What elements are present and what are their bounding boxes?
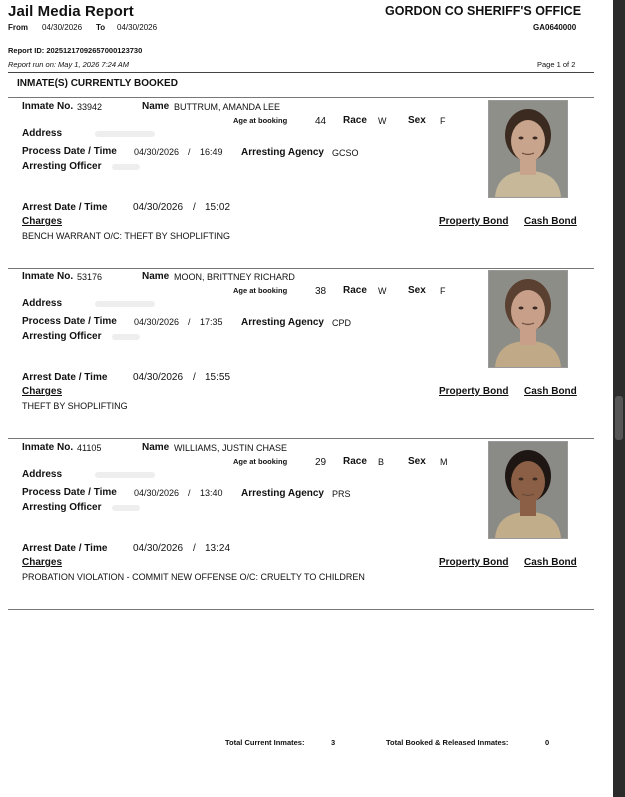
name-label: Name <box>142 271 170 282</box>
arrest-date: 04/30/2026 <box>133 202 184 213</box>
scrollbar[interactable] <box>613 0 625 797</box>
inmate-number: 53176 <box>77 272 103 282</box>
process-separator: / <box>188 317 191 327</box>
charges-label: Charges <box>22 386 63 397</box>
arrest-separator: / <box>193 372 196 383</box>
redacted-address <box>95 301 155 307</box>
inmate-no-label: Inmate No. <box>22 101 74 112</box>
process-time: 17:35 <box>200 317 223 327</box>
arresting-agency: CPD <box>332 318 352 328</box>
total-released-value: 0 <box>545 738 550 747</box>
arrest-time: 13:24 <box>205 543 231 554</box>
divider <box>8 97 594 98</box>
process-time: 13:40 <box>200 488 223 498</box>
property-bond-label: Property Bond <box>439 216 509 227</box>
inmate-photo <box>488 441 568 539</box>
charges-label: Charges <box>22 557 63 568</box>
agency-label: Arresting Agency <box>241 317 324 328</box>
address-label: Address <box>22 469 63 480</box>
name-label: Name <box>142 442 170 453</box>
arrest-date: 04/30/2026 <box>133 372 184 383</box>
redacted-officer <box>112 164 140 170</box>
arrest-separator: / <box>193 543 196 554</box>
total-current-label: Total Current Inmates: <box>225 738 305 747</box>
name-label: Name <box>142 101 170 112</box>
agency-label: Arresting Agency <box>241 488 324 499</box>
process-label: Process Date / Time <box>22 146 117 157</box>
inmate-sex: F <box>440 286 446 296</box>
cash-bond-label: Cash Bond <box>524 216 577 227</box>
process-separator: / <box>188 488 191 498</box>
arresting-agency: PRS <box>332 489 351 499</box>
cash-bond-label: Cash Bond <box>524 386 577 397</box>
report-run-on: Report run on: May 1, 2026 7:24 AM <box>8 60 130 69</box>
arresting-agency: GCSO <box>332 148 359 158</box>
inmate-photo <box>488 100 568 198</box>
scrollbar-thumb[interactable] <box>615 396 623 440</box>
divider <box>8 72 594 73</box>
charges-text: BENCH WARRANT O/C: THEFT BY SHOPLIFTING <box>22 231 231 241</box>
officer-label: Arresting Officer <box>22 161 102 172</box>
arrest-label: Arrest Date / Time <box>22 202 108 213</box>
inmate-age: 38 <box>315 286 327 297</box>
inmate-sex: F <box>440 116 446 126</box>
address-label: Address <box>22 298 63 309</box>
mugshot-image <box>489 271 567 367</box>
process-separator: / <box>188 147 191 157</box>
agency-code: GA0640000 <box>533 23 577 32</box>
process-date: 04/30/2026 <box>134 317 180 327</box>
race-label: Race <box>343 456 367 467</box>
arrest-date: 04/30/2026 <box>133 543 184 554</box>
from-label: From <box>8 23 28 32</box>
inmate-age: 44 <box>315 116 327 127</box>
process-label: Process Date / Time <box>22 487 117 498</box>
address-label: Address <box>22 128 63 139</box>
redacted-officer <box>112 505 140 511</box>
process-time: 16:49 <box>200 147 223 157</box>
section-heading: INMATE(S) CURRENTLY BOOKED <box>17 78 178 89</box>
officer-label: Arresting Officer <box>22 331 102 342</box>
inmate-name: WILLIAMS, JUSTIN CHASE <box>174 443 288 453</box>
redacted-address <box>95 131 155 137</box>
inmate-race: W <box>378 116 387 126</box>
divider <box>8 268 594 269</box>
divider <box>8 438 594 439</box>
charges-text: THEFT BY SHOPLIFTING <box>22 401 128 411</box>
divider <box>8 609 594 610</box>
arrest-time: 15:02 <box>205 202 231 213</box>
agency-label: Arresting Agency <box>241 147 324 158</box>
arrest-time: 15:55 <box>205 372 231 383</box>
mugshot-image <box>489 442 567 538</box>
process-label: Process Date / Time <box>22 316 117 327</box>
inmate-age: 29 <box>315 457 327 468</box>
agency-title: GORDON CO SHERIFF'S OFFICE <box>385 4 582 18</box>
inmate-photo <box>488 270 568 368</box>
charges-label: Charges <box>22 216 63 227</box>
to-date: 04/30/2026 <box>117 23 158 32</box>
mugshot-image <box>489 101 567 197</box>
officer-label: Arresting Officer <box>22 502 102 513</box>
age-label: Age at booking <box>233 457 288 466</box>
page-number: Page 1 of 2 <box>537 60 576 69</box>
inmate-no-label: Inmate No. <box>22 442 74 453</box>
age-label: Age at booking <box>233 116 288 125</box>
sex-label: Sex <box>408 115 426 126</box>
from-date: 04/30/2026 <box>42 23 83 32</box>
property-bond-label: Property Bond <box>439 557 509 568</box>
redacted-officer <box>112 334 140 340</box>
charges-text: PROBATION VIOLATION - COMMIT NEW OFFENSE O/C: CRUELTY TO CHILDREN <box>22 572 365 582</box>
sex-label: Sex <box>408 456 426 467</box>
total-released-label: Total Booked & Released Inmates: <box>386 738 509 747</box>
inmate-no-label: Inmate No. <box>22 271 74 282</box>
inmate-race: W <box>378 286 387 296</box>
inmate-number: 41105 <box>77 443 102 453</box>
redacted-address <box>95 472 155 478</box>
process-date: 04/30/2026 <box>134 147 180 157</box>
to-label: To <box>96 23 106 32</box>
cash-bond-label: Cash Bond <box>524 557 577 568</box>
inmate-race: B <box>378 457 385 467</box>
inmate-name: MOON, BRITTNEY RICHARD <box>174 272 295 282</box>
race-label: Race <box>343 285 367 296</box>
arrest-label: Arrest Date / Time <box>22 372 108 383</box>
report-title: Jail Media Report <box>8 3 134 20</box>
report-id: Report ID: 20251217092657000123730 <box>8 46 143 55</box>
age-label: Age at booking <box>233 286 288 295</box>
process-date: 04/30/2026 <box>134 488 180 498</box>
inmate-sex: M <box>440 457 448 467</box>
sex-label: Sex <box>408 285 426 296</box>
total-current-value: 3 <box>331 738 336 747</box>
property-bond-label: Property Bond <box>439 386 509 397</box>
inmate-number: 33942 <box>77 102 103 112</box>
arrest-label: Arrest Date / Time <box>22 543 108 554</box>
inmate-name: BUTTRUM, AMANDA LEE <box>174 102 281 112</box>
arrest-separator: / <box>193 202 196 213</box>
race-label: Race <box>343 115 367 126</box>
